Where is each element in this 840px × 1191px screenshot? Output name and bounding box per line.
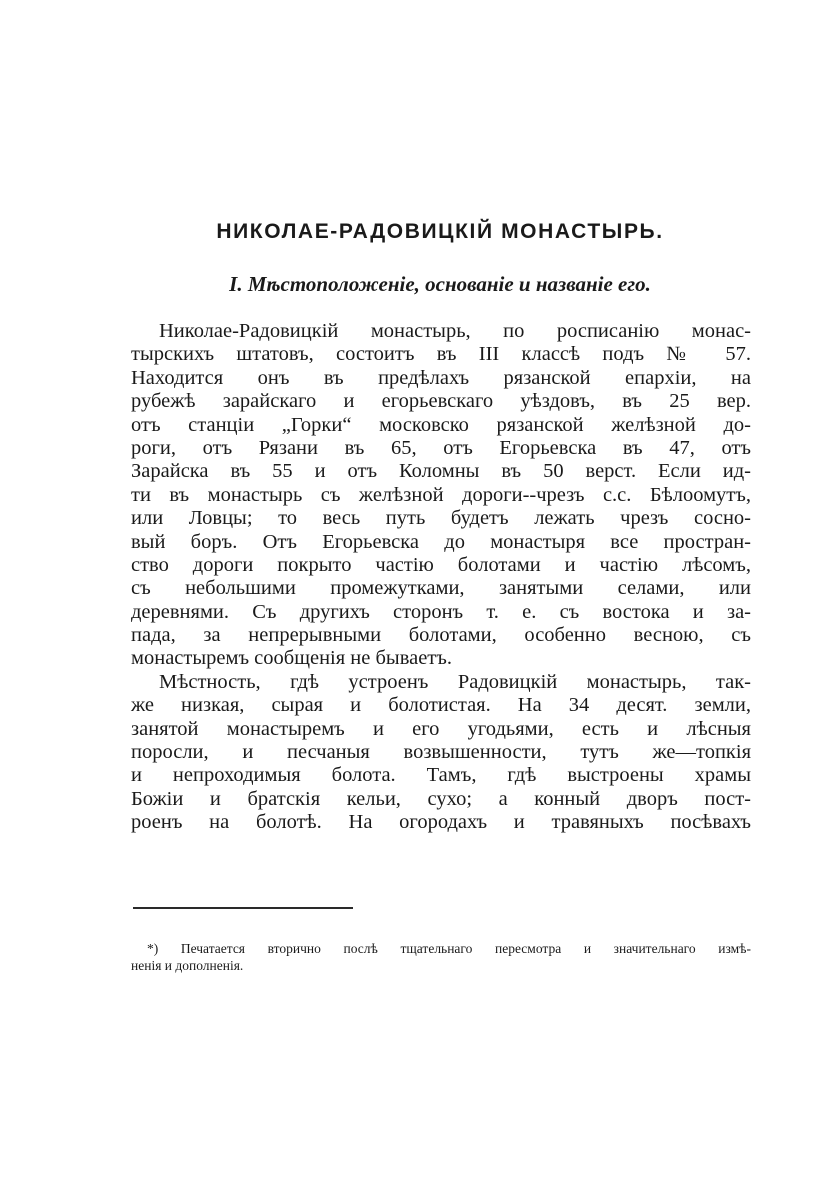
text-line: пада, за непрерывными болотами, особенно весною, съ [131,624,751,647]
text-line: же низкая, сырая и болотистая. На 34 десят. земли, [131,694,751,717]
text-line: роенъ на болотѣ. На огородахъ и травяныхъ посѣвахъ [131,811,751,834]
paragraph-2 [131,671,751,835]
text-line: вый боръ. Отъ Егорьевска до монастыря все простран- [131,530,751,553]
text-line: Мѣстность, гдѣ устроенъ Радовицкій монастырь, так- [159,670,751,693]
text-line: тырскихъ штатовъ, состоитъ въ III классѣ подъ № 57. [131,343,751,366]
text-line: Находится онъ въ предѣлахъ рязанской епархіи, на [131,366,751,389]
text-line: ство дороги покрыто частію болотами и частію лѣсомъ, [131,553,751,576]
text-line: рубежѣ зарайскаго и егорьевскаго уѣздовъ, въ 25 вер. [131,390,751,413]
text-line: роги, отъ Рязани въ 65, отъ Егорьевска въ 47, отъ [131,436,751,459]
text-line: отъ станціи „Горки“ московско рязанской желѣзной до- [131,413,751,436]
text-line: поросли, и песчаныя возвышенности, тутъ же—топкія [131,741,751,764]
text-line: Божіи и братскія кельи, сухо; а конный дворъ пост- [131,787,751,810]
text-line: Зарайска въ 55 и отъ Коломны въ 50 верст. Если ид- [131,460,751,483]
text-line: занятой монастыремъ и его угодьями, есть и лѣсныя [131,717,751,740]
footnote-divider [133,907,353,909]
text-line: деревнями. Съ другихъ сторонъ т. е. съ востока и за- [131,600,751,623]
section-subtitle: I. Мѣстоположеніе, основаніе и названіе его. [229,272,651,296]
footnote-line: ненія и дополненія. [131,958,244,973]
text-line: и непроходимыя болота. Тамъ, гдѣ выстроены храмы [131,764,751,787]
text-line: ти въ монастырь съ желѣзной дороги--чрезъ с.с. Бѣлоомутъ, [131,483,751,506]
paragraph-1 [131,320,751,671]
text-line: или Ловцы; то весь путь будетъ лежать чрезъ сосно- [131,507,751,530]
body-text [131,320,751,835]
text-line: съ небольшими промежутками, занятыми селами, или [131,577,751,600]
footnote [131,940,751,974]
text-line: Николае-Радовицкій монастырь, по росписанію монас- [159,320,751,342]
footnote-line: *) Печатается вторично послѣ тщательнаго пересмотра и значительнаго измѣ- [147,941,751,956]
text-line: монастыремъ сообщенія не бываетъ. [131,647,452,670]
page-title: НИКОЛАЕ-РАДОВИЦКІЙ МОНАСТЫРЬ. [216,220,664,243]
